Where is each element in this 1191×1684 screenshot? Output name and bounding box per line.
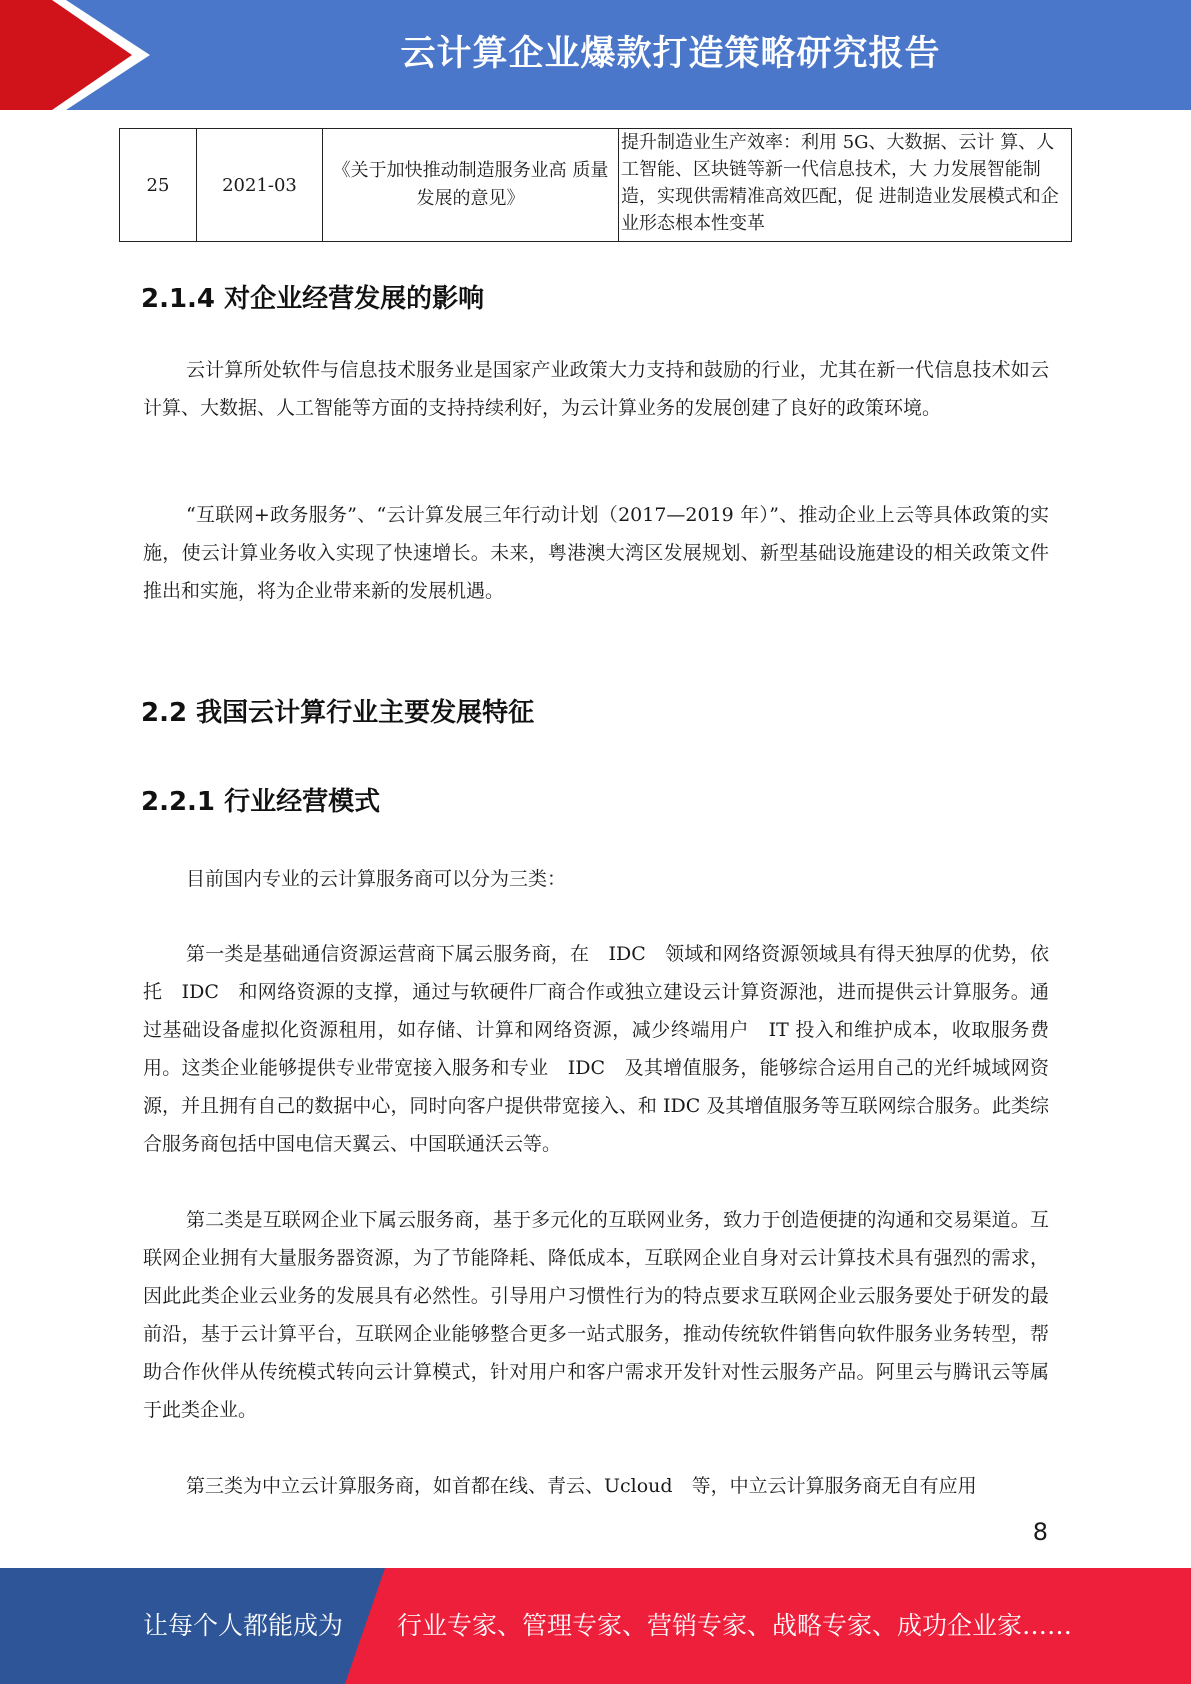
- row-policy-content: 提升制造业生产效率：利用 5G、大数据、云计 算、人工智能、区块链等新一代信息技术，大 力发展智能制造，实现供需精准高效匹配，促 进制造业发展模式和企业形态根本性变革: [619, 129, 1072, 242]
- section-heading-2-2-1: 2.2.1 行业经营模式: [141, 787, 381, 817]
- policy-table: [119, 128, 1072, 242]
- footer-slogan-right: 行业专家、管理专家、营销专家、战略专家、成功企业家……: [397, 1611, 1073, 1640]
- footer-slogan-left: 让每个人都能成为: [143, 1611, 344, 1640]
- section-heading-2-1-4: 2.1.4 对企业经营发展的影响: [141, 284, 485, 314]
- page-footer: [0, 1568, 1191, 1684]
- paragraph: “互联网+政务服务”、“云计算发展三年行动计划（2017—2019 年）”、推动企业上云等具体政策的实施，使云计算业务收入实现了快速增长。未来，粤港澳大湾区发展规划、新型基础设施建设的相关政策文件推出和实施，将为企业带来新的发展机遇。: [143, 504, 1049, 602]
- paragraph: 第三类为中立云计算服务商，如首都在线、青云、Ucloud 等，中立云计算服务商无自有应用: [186, 1475, 977, 1497]
- page-number: 8: [1032, 1518, 1048, 1546]
- paragraph: 目前国内专业的云计算服务商可以分为三类：: [186, 868, 567, 890]
- section-heading-2-2: 2.2 我国云计算行业主要发展特征: [141, 698, 535, 728]
- report-title: 云计算企业爆款打造策略研究报告: [400, 34, 941, 74]
- paragraph: 第一类是基础通信资源运营商下属云服务商，在 IDC 领域和网络资源领域具有得天独厚的优势，依托 IDC 和网络资源的支撑，通过与软硬件厂商合作或独立建设云计算资源池，进而提供云计算服务。通过基础设备虚拟化资源租用，如存储、计算和网络资源，减少终端用户 IT 投入和维护成本，收取服务费用。这类企业能够提供专业带宽接入服务和专业 IDC 及其增值服务，能够综合运用自己的光纤城域网资源，并且拥有自己的数据中心，同时向客户提供带宽接入、和 IDC 及其增值服务等互联网综合服务。此类综合服务商包括中国电信天翼云、中国联通沃云等。: [143, 943, 1049, 1155]
- row-date: 2021-03: [197, 129, 323, 242]
- row-policy-title: 《关于加快推动制造服务业高 质量发展的意见》: [323, 129, 619, 242]
- row-number: 25: [120, 129, 197, 242]
- page-header: [0, 0, 1191, 110]
- paragraph: 第二类是互联网企业下属云服务商，基于多元化的互联网业务，致力于创造便捷的沟通和交易渠道。互联网企业拥有大量服务器资源，为了节能降耗、降低成本，互联网企业自身对云计算技术具有强烈的需求，因此此类企业云业务的发展具有必然性。引导用户习惯性行为的特点要求互联网企业云服务要处于研发的最前沿，基于云计算平台，互联网企业能够整合更多一站式服务，推动传统软件销售向软件服务业务转型，帮助合作伙伴从传统模式转向云计算模式，针对用户和客户需求开发针对性云服务产品。阿里云与腾讯云等属于此类企业。: [143, 1209, 1049, 1421]
- table-row: [120, 129, 1072, 242]
- paragraph: 云计算所处软件与信息技术服务业是国家产业政策大力支持和鼓励的行业，尤其在新一代信息技术如云计算、大数据、人工智能等方面的支持持续利好，为云计算业务的发展创建了良好的政策环境。: [143, 359, 1049, 419]
